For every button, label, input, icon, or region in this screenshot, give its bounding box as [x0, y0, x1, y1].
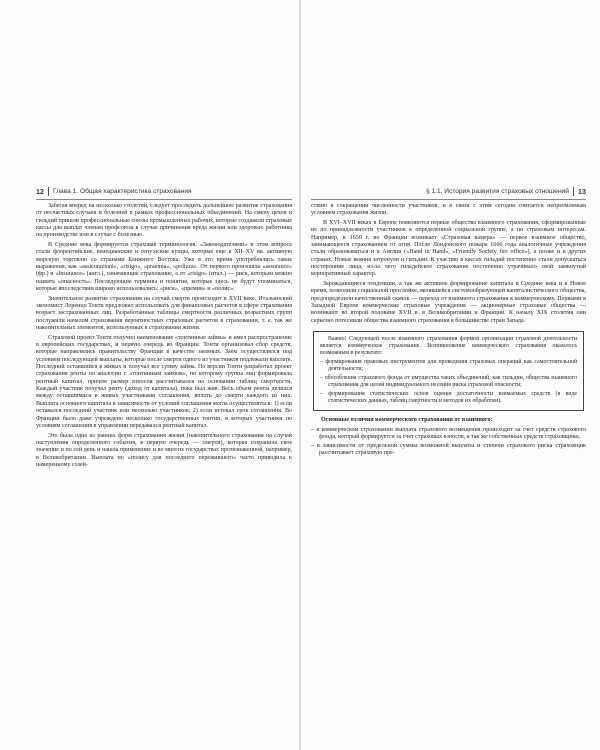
- running-head-right: [426, 187, 586, 196]
- right-page-text: [311, 203, 586, 459]
- head-rule-left: [36, 199, 292, 200]
- paragraph: В XVI–XVII веках в Европе появляются первые общества взаимного страхования, сформированные не по принадлежности участников к определенной социальной группе, а по страховым интересам. Например, в 1650 г. во Франции возникает «Страховая камера» — первое взаимное общество, занимающееся страхованием от огня. После Лондонского пожара 1666 года аналогичные учреждения стали образовываться и в Англии («Hand in Hand», «Friendly Society fire office»), а позже и в других странах. Новые веяния затронули и гильдии. К участию в кассах гильдий постепенно стали допускаться посторонние лица, из-за чего гильдейское страхование постепенно утрачивало свой замкнутый корпоративный характер.: [311, 219, 586, 278]
- page-number-left: 12: [36, 187, 44, 196]
- difference-item: – в зависимости от предельной суммы возможной выплаты и степени страхового риска страховщик рассчитывает страховую пре-: [311, 443, 586, 457]
- left-page: [0, 0, 299, 750]
- paragraph: Страховой проект Тонти получил наименование «тонтинные займы» и имел распространение в европейских государствах, и первую очередь во Франции. Тонти организовал сбор средств, которые направлялись правительству Франции в качестве заемных. Заем осуществлялся под условием последующей выплаты, которые после смерти одного из участников подлежали выплате. Последний оставшийся в живых и получал все сумму займа. По версии Тонти разработал проект страхования ренты по аналогии с «тонтинным займом», по которому группа лиц формировала рентный капитал, причем размер взносов рассчитывался на основании таблиц смертности. Каждый участник получал ренту (доход от капитала), пока был жив. Весь объем ренты делился между оставшимися в живых участниками соглашения, вплоть до смерти каждого из них. Выплата основного капитала в зависимости от условий соглашения могла осуществляться: 1) если оставался последний участник или несколько участников; 2) если истекал срок соглашения. Во Франции было даже учреждено несколько государственных тонтин, в которых участники по условиям соглашения в управлении передавался рентный капитал.: [36, 334, 292, 429]
- paragraph: ствию в сокращении численности участников, и в связи с этим сегодня считается непреемлемым условием страхования жизни.: [311, 203, 586, 217]
- paragraph: Значительное развитие страхования на случай смерти происходит в XVII веке. Итальянский экономист Лоренцо Тонти предложил использовать для финансовых расчетов в сфере страхования возраст застрахованных лиц. Разработанные таблицы смертности различных возрастных групп послужили началом страхования вероятностных страховых расчетов в страховании, т. е. так же накопительных элементов, используемых в страховании жизни.: [36, 295, 292, 332]
- paragraph: В Средние века формируется страховая терминология. «Законодателями» в этом вопросе стали флорентийские, венецианские и генуэзские купцы, которые еще в XII–XV вв. активную морскую торговлю со странами Ближнего Востока. Уже в это время употреблялись такие выражения, как «assicurazioni», «risigo», «praemia», «polizza». От первого произошла «assurance» (фр.) и «Insurance» (англ.), означающие страхование, а от «risigo» (итал.) — риск, которым можно назвать «опасность». Последующие термины и понятия, которые здесь не будут упоминаться, которые впоследствии широко использовались: «риск», «премия» и «полис».: [36, 242, 292, 293]
- callout-intro: Важно! Следующей после взаимного страхования формой организации страховой деятельности является коммерческое страхование. Возникновение коммерческого страхования оказалось возможным в результате:: [320, 336, 577, 357]
- callout-item: – формирования статистических основ оценки достаточности взимаемых средств (в виде статистических данных, таблиц смертности и методов их обработки).: [320, 390, 577, 404]
- difference-item: – в коммерческом страховании выплата страхового возмещения происходит за счет средств страхового фонда, который формируется за счет страховых взносов, а так же собственных средств страховщика;: [311, 426, 586, 441]
- left-page-text: [36, 203, 292, 472]
- page-number-right: 13: [578, 187, 586, 196]
- callout-item: – формирования правовых инструментов для проведения страховых операций как самостоятельной деятельности;: [320, 359, 577, 373]
- section-title: § 1.1. История развития страховых отношений: [425, 188, 569, 195]
- chapter-title: Глава 1. Общая характеристика страхования: [53, 188, 192, 195]
- differences-list: [311, 427, 586, 458]
- head-rule-right: [311, 199, 586, 200]
- paragraph: Это была одна из ранних форм страхования жизни (накопительного страхования на случай наступления определенного события, в первую очередь — смерти), которая сохранила свое значение и по сей день и нашла применение и во многих государствах протизнаконной, например, в Великобритании. Выплата по «полису для последнего пережившего» часто приводила к намеренному созей-: [36, 432, 292, 468]
- paragraph: Забегая вперед на несколько столетий, следует проследить дальнейшее развитие страхования от несчастных случаев и болезней в рамках профессиональных объединений. На смену цехов и гильдий пришли профессиональные союзы промышленных рабочих, которые создавали страховые кассы для выплат членам профсоюза в случае причинения вреда жизни или здоровью работника на производстве или в случае с болезнью.: [36, 203, 293, 239]
- right-page: [301, 0, 600, 750]
- running-head-left: [36, 187, 192, 196]
- running-head-separator: [573, 187, 574, 196]
- running-head-separator: [48, 187, 49, 196]
- callout-list: [320, 359, 577, 405]
- differences-heading: Основные отличия коммерческого страхования от взаимного:: [321, 417, 493, 424]
- important-callout-box: [313, 331, 584, 411]
- paragraph: Зарождающиеся тенденции, а так же активное формирование капитала в Средние века и в Новое время, позволили социальной прослойке, являвшейся системообразующей капиталистического общества, предопределили качественный скачок — переход от взаимного страхования к коммерческому. Первыми в Западной Европе коммерческие страховые учреждения — акционерные страховые общества — возникают во второй половине XVII в. в Великобритании и Франции. К началу XIX столетия они серьезно потеснили общества взаимного страхования в большинстве стран Запада.: [311, 281, 586, 324]
- callout-item: – обособления страхового фонда от имущества таких объединений, как гильдии, общества взаимного страхования для целей индивидуального несения риска страховой опасности;: [320, 375, 577, 389]
